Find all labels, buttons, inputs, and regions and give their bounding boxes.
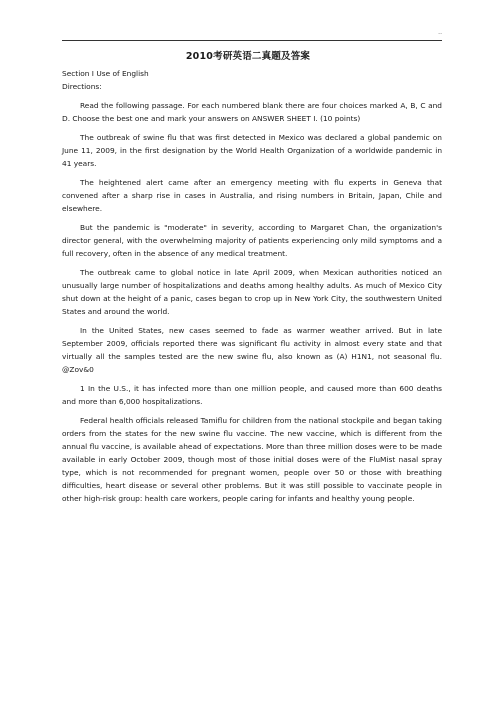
paragraph: Read the following passage. For each numbered blank there are four choices marked A, B, C and D. Choose the best one and mark your answers on ANSWER SHEET I. (10 points) <box>62 101 442 123</box>
paragraph: The outbreak came to global notice in late April 2009, when Mexican authorities noticed an unusually large number of hospitalizations and deaths among healthy adults. As much of Mexico City shut down at the height of a panic, cases began to crop up in New York City, the southwestern United States and around the world. <box>62 268 442 316</box>
header-mark: .. <box>438 29 442 36</box>
section-heading: Section I Use of English <box>62 69 149 78</box>
paragraph: In the United States, new cases seemed to fade as warmer weather arrived. But in late September 2009, officials reported there was significant flu activity in almost every state and that virtually all the samples tested are the new swine flu, also known as (A) H1N1, not seasonal flu. @Zov&0 <box>62 326 442 374</box>
directions-label: Directions: <box>62 82 102 91</box>
paragraph: But the pandemic is "moderate" in severity, according to Margaret Chan, the organization's director general, with the overwhelming majority of patients experiencing only mild symptoms and a full recovery, often in the absence of any medical treatment. <box>62 223 442 258</box>
header-rule <box>62 40 442 41</box>
document-body <box>62 67 442 511</box>
paragraph: The outbreak of swine flu that was first detected in Mexico was declared a global pandemic on June 11, 2009, in the first designation by the World Health Organization of a worldwide pandemic in 41 years. <box>62 133 442 168</box>
paragraph: 1 In the U.S., it has infected more than one million people, and caused more than 600 deaths and more than 6,000 hospitalizations. <box>62 384 442 406</box>
document-title: 2010考研英语二真题及答案 <box>185 51 311 62</box>
paragraph: Federal health officials released Tamiflu for children from the national stockpile and began taking orders from the states for the new swine flu vaccine. The new vaccine, which is different from the annual flu vaccine, is available ahead of expectations. More than three million doses were to be made available in early October 2009, though most of those initial doses were of the FluMist nasal spray type, which is not recommended for pregnant women, people over 50 or those with breathing difficulties, heart disease or several other problems. But it was still possible to vaccinate people in other high-risk group: health care workers, people caring for infants and healthy young people. <box>62 416 442 503</box>
paragraph: The heightened alert came after an emergency meeting with flu experts in Geneva that convened after a sharp rise in cases in Australia, and rising numbers in Britain, Japan, Chile and elsewhere. <box>62 178 442 213</box>
